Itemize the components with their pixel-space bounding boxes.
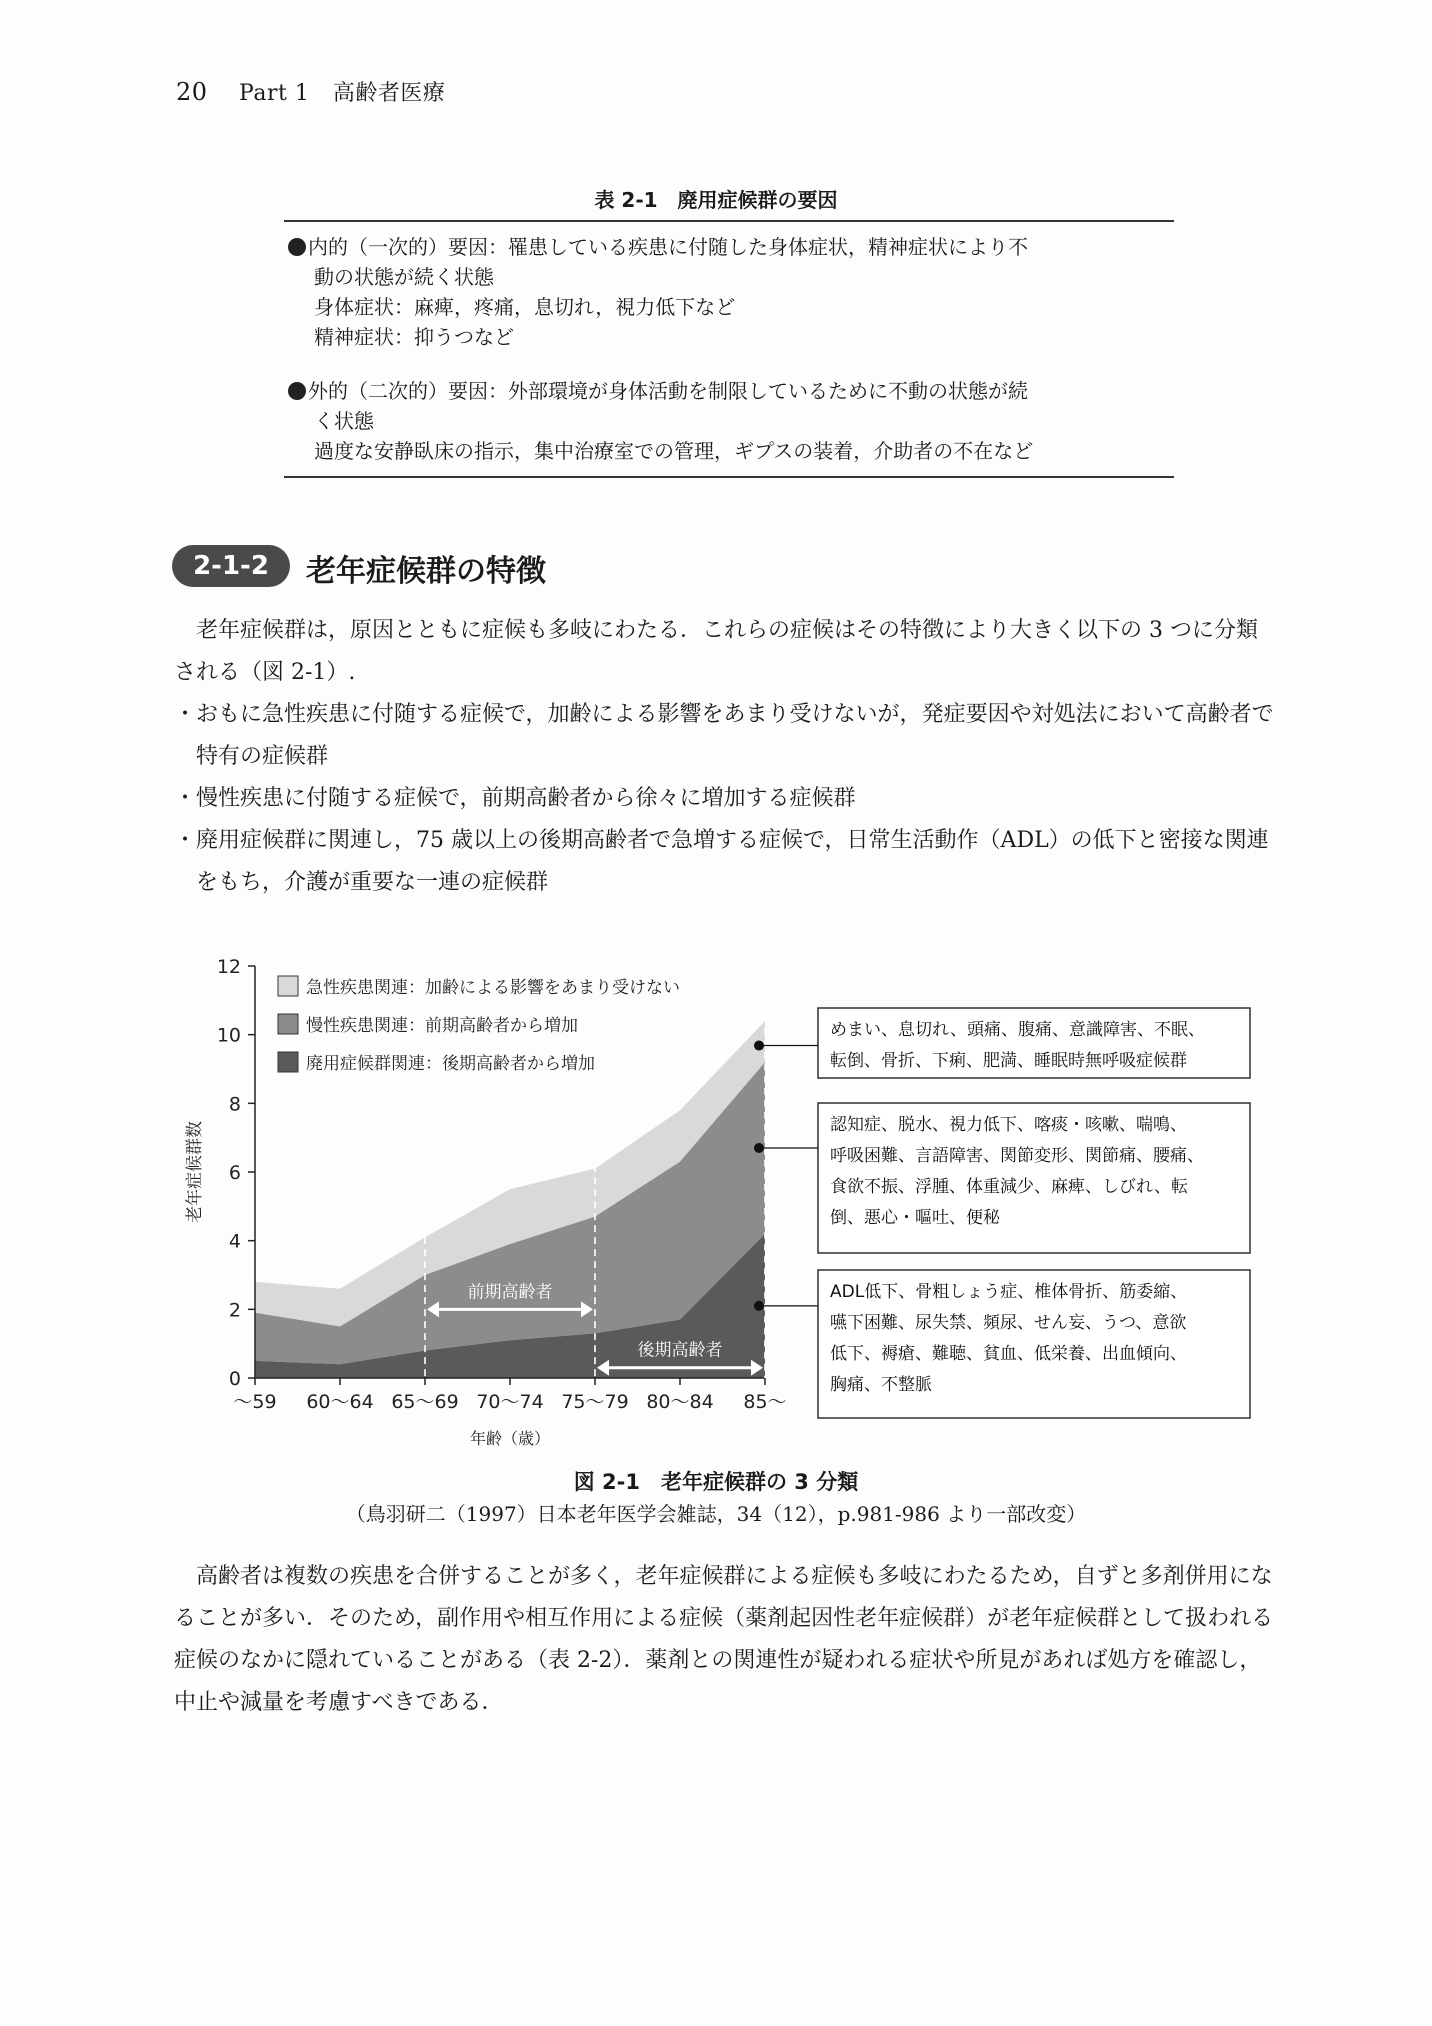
section-number-badge: 2-1-2 [172, 545, 290, 587]
part-label: Part 1 [239, 81, 310, 106]
external-factor-cont: く状態 [314, 409, 374, 433]
band-label: 後期高齢者 [637, 1340, 723, 1361]
x-axis-label: 年齢（歳） [469, 1429, 551, 1448]
callout-text: 呼吸困難、言語障害、関節変形、関節痛、腰痛、 [830, 1146, 1204, 1166]
page-number: 20 [176, 78, 208, 106]
running-head [176, 76, 445, 107]
callout-text: 食欲不振、浮腫、体重減少、麻痺、しびれ、転 [830, 1177, 1189, 1197]
y-tick-label: 8 [228, 1093, 241, 1116]
internal-factor-cont: 動の状態が続く状態 [314, 265, 494, 289]
x-tick-label: 80～84 [646, 1391, 714, 1413]
callout-text: 転倒、骨折、下痢、肥満、睡眠時無呼吸症候群 [830, 1051, 1187, 1071]
legend-swatch [278, 1014, 298, 1034]
intro-text [174, 610, 1274, 904]
legend-swatch [278, 976, 298, 996]
x-tick-label: 75～79 [561, 1391, 629, 1413]
x-tick-label: ～59 [233, 1391, 277, 1413]
y-tick-label: 2 [228, 1299, 241, 1322]
callout-text: 嚥下困難、尿失禁、頻尿、せん妄、うつ、意欲 [830, 1313, 1187, 1333]
physical-symptoms: 身体症状：麻痺，疼痛，息切れ，視力低下など [314, 295, 736, 319]
y-tick-label: 0 [228, 1368, 241, 1390]
bullet-icon [288, 238, 306, 256]
x-tick-label: 70～74 [476, 1391, 544, 1413]
legend-swatch [278, 1052, 298, 1072]
y-tick-label: 10 [216, 1024, 241, 1047]
band-label: 前期高齢者 [467, 1282, 553, 1303]
list-item: ・廃用症候群に関連し，75 歳以上の後期高齢者で急増する症候で，日常生活動作（ADL）の低下と密接な関連をもち，介護が重要な一連の症候群 [174, 828, 1269, 895]
x-tick-label: 60～64 [306, 1391, 374, 1413]
legend-label: 急性疾患関連：加齢による影響をあまり受けない [306, 978, 680, 998]
bullet-icon [288, 382, 306, 400]
figure-source: （鳥羽研二（1997）日本老年医学会雑誌，34（12），p.981-986 より一部改変） [345, 1502, 1087, 1526]
chapter-title: 高齢者医療 [332, 81, 446, 106]
section-title: 老年症候群の特徴 [306, 554, 546, 589]
list-item: ・慢性疾患に付随する症候で，前期高齢者から徐々に増加する症候群 [174, 786, 856, 811]
y-tick-label: 6 [228, 1162, 241, 1184]
external-examples: 過度な安静臥床の指示，集中治療室での管理，ギプスの装着，介助者の不在など [314, 439, 1034, 463]
callout-text: 胸痛、不整脈 [830, 1375, 932, 1395]
x-tick-label: 65～69 [391, 1391, 459, 1413]
callout-text: ADL低下、骨粗しょう症、椎体骨折、筋委縮、 [830, 1282, 1188, 1302]
closing-text [174, 1556, 1274, 1724]
legend-label: 慢性疾患関連：前期高齢者から増加 [306, 1016, 578, 1036]
legend-label: 廃用症候群関連：後期高齢者から増加 [306, 1054, 595, 1074]
closing-paragraph: 高齢者は複数の疾患を合併することが多く，老年症候群による症候も多岐にわたるため，自ずと多剤併用になることが多い．そのため，副作用や相互作用による症候（薬剤起因性老年症候群）が老年症候群として扱われる症候のなかに隠れていることがある（表 2-2）．薬剤との関連性が疑われる症状や所見があれば処方を確認し，中止や減量を考慮すべきである． [174, 1564, 1274, 1715]
figure-chart [180, 948, 1260, 1448]
factor-table [284, 220, 1174, 478]
callout-text: 認知症、脱水、視力低下、喀痰・咳嗽、喘鳴、 [830, 1115, 1187, 1135]
y-tick-label: 12 [216, 956, 241, 978]
y-tick-label: 4 [228, 1230, 241, 1253]
figure-caption: 図 2-1 老年症候群の 3 分類 [573, 1470, 859, 1494]
external-factor: 外的（二次的）要因：外部環境が身体活動を制限しているために不動の状態が続 [284, 376, 1174, 406]
list-item: ・おもに急性疾患に付随する症候で，加齢による影響をあまり受けないが，発症要因や対処法において高齢者で特有の症候群 [174, 702, 1274, 769]
callout-text: 倒、悪心・嘔吐、便秘 [830, 1208, 1000, 1228]
x-tick-label: 85～ [743, 1391, 787, 1413]
callout-text: 低下、褥瘡、難聴、貧血、低栄養、出血傾向、 [830, 1344, 1187, 1364]
y-axis-label: 老年症候群数 [185, 1121, 205, 1223]
intro-paragraph: 老年症候群は，原因とともに症候も多岐にわたる．これらの症候はその特徴により大きく以下の 3 つに分類される（図 2-1）. [174, 618, 1258, 685]
table-caption: 表 2-1 廃用症候群の要因 [594, 188, 838, 212]
internal-factor: 内的（一次的）要因：罹患している疾患に付随した身体症状，精神症状により不 [284, 232, 1174, 262]
mental-symptoms: 精神症状：抑うつなど [314, 325, 514, 349]
callout-text: めまい、息切れ、頭痛、腹痛、意識障害、不眠、 [830, 1020, 1206, 1040]
stacked-area-chart [180, 948, 1260, 1448]
